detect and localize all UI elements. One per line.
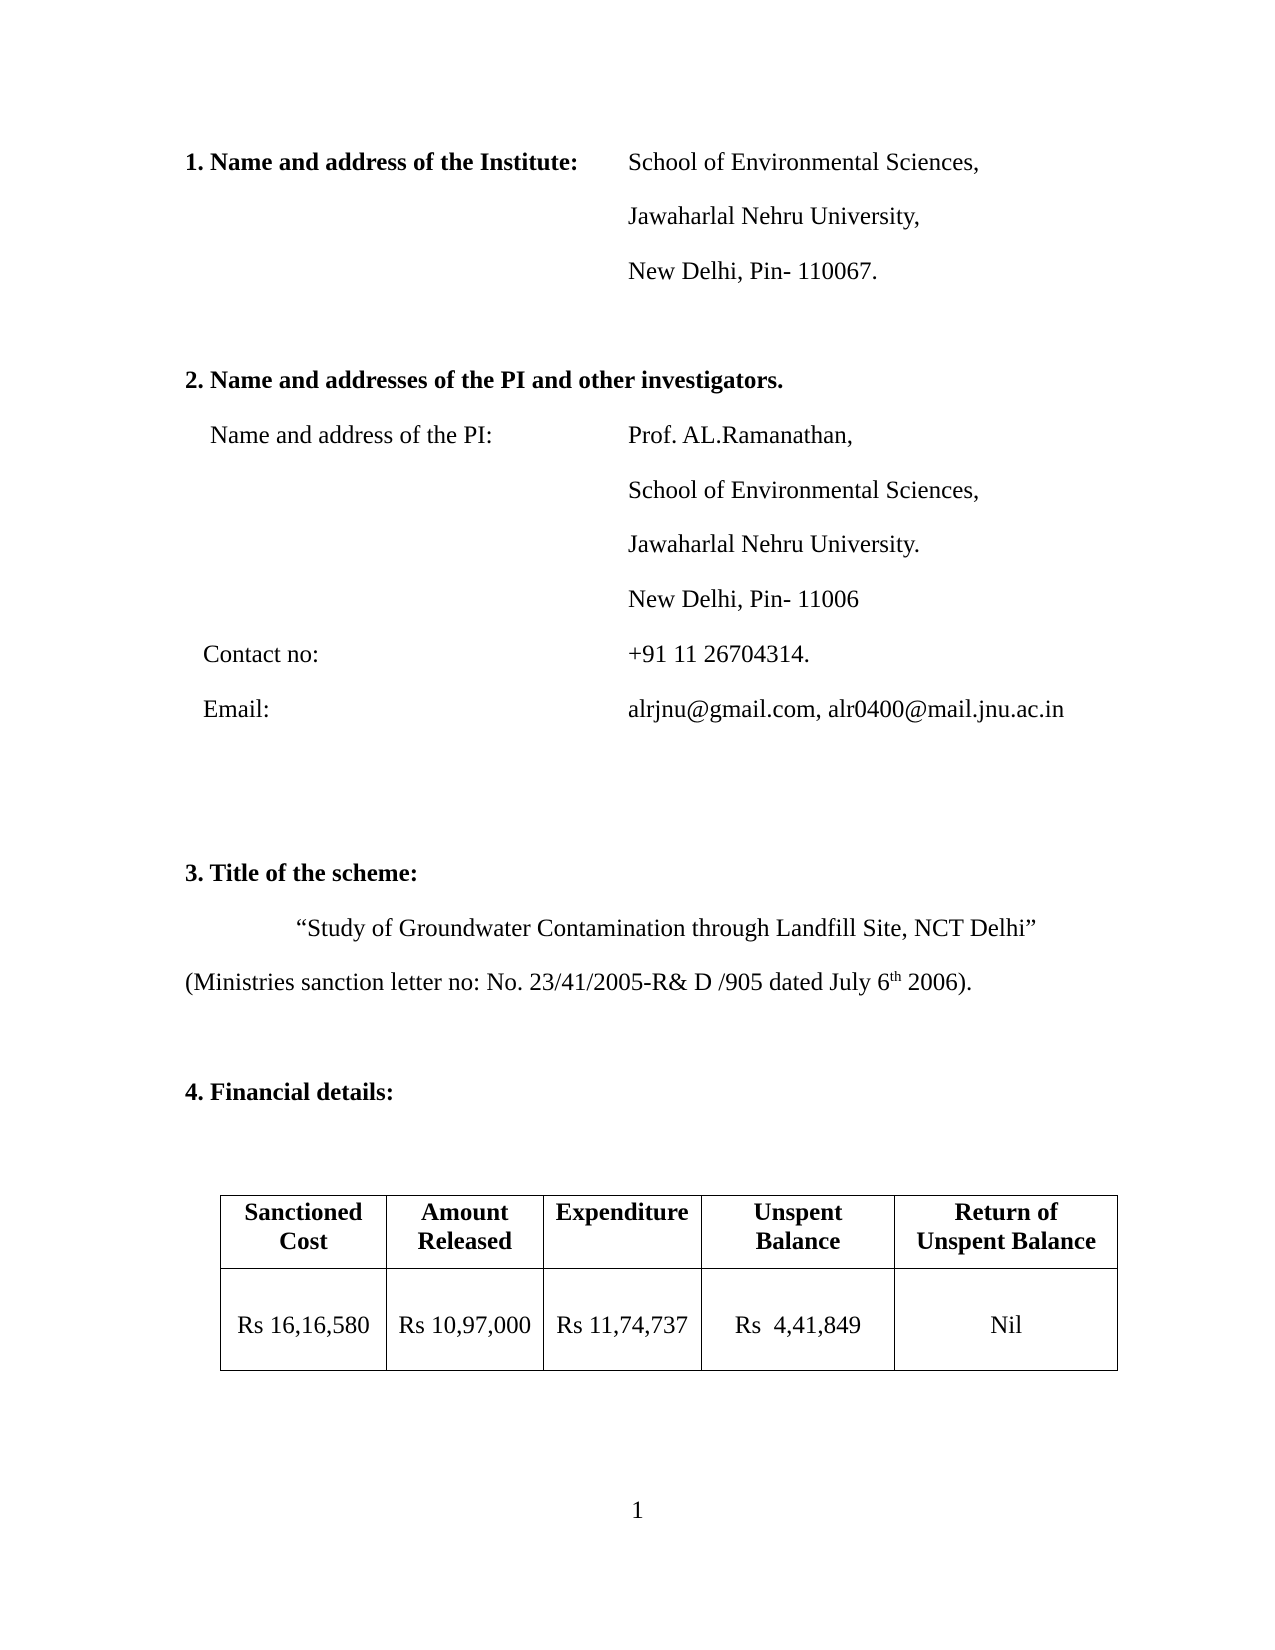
table-row (221, 1269, 1118, 1371)
header-return-unspent-balance (895, 1196, 1118, 1269)
scheme-title: “Study of Groundwater Contamination through Landfill Site, NCT Delhi” (296, 915, 1037, 942)
section4-heading: 4. Financial details: (185, 1079, 395, 1106)
pi-line-2: School of Environmental Sciences, (628, 477, 980, 504)
sanction-letter (185, 968, 972, 998)
email-label: Email: (203, 696, 270, 723)
pi-label: Name and address of the PI: (210, 422, 493, 449)
institute-address-line-3: New Delhi, Pin- 110067. (628, 258, 878, 285)
header-line: Sanctioned (244, 1199, 363, 1226)
section2-heading: 2. Name and addresses of the PI and other investigators. (185, 367, 784, 394)
page-number: 1 (631, 1497, 644, 1524)
header-sanctioned-cost (221, 1196, 387, 1269)
cell-amount-released: Rs 10,97,000 (386, 1269, 543, 1371)
header-line: Amount (421, 1199, 509, 1226)
header-line: Cost (279, 1228, 328, 1255)
cell-return-unspent-balance: Nil (895, 1269, 1118, 1371)
header-unspent-balance (701, 1196, 895, 1269)
header-expenditure (543, 1196, 701, 1269)
contact-value: +91 11 26704314. (628, 641, 810, 668)
email-value[interactable]: alrjnu@gmail.com, alr0400@mail.jnu.ac.in (628, 696, 1065, 723)
pi-line-4: New Delhi, Pin- 11006 (628, 586, 859, 613)
header-line: Return of (954, 1199, 1058, 1226)
header-line: Unspent Balance (916, 1228, 1097, 1255)
header-amount-released (386, 1196, 543, 1269)
sanction-suffix: 2006). (901, 969, 973, 996)
header-line: Released (417, 1228, 512, 1255)
sanction-prefix: (Ministries sanction letter no: No. 23/41/2005-R& D /905 dated July 6 (185, 969, 890, 996)
financial-table (220, 1195, 1118, 1371)
section3-heading: 3. Title of the scheme: (185, 860, 419, 887)
sanction-sup: th (889, 969, 902, 985)
cell-sanctioned-cost: Rs 16,16,580 (221, 1269, 387, 1371)
header-line: Unspent (753, 1199, 843, 1226)
table-header-row (221, 1196, 1118, 1269)
pi-line-3: Jawaharlal Nehru University. (628, 531, 921, 558)
section1-heading: 1. Name and address of the Institute: (185, 149, 579, 176)
cell-expenditure: Rs 11,74,737 (543, 1269, 701, 1371)
institute-address-line-1: School of Environmental Sciences, (628, 149, 980, 176)
pi-line-1: Prof. AL.Ramanathan, (628, 422, 853, 449)
cell-unspent-balance: Rs 4,41,849 (701, 1269, 895, 1371)
contact-label: Contact no: (203, 641, 319, 668)
header-line: Balance (755, 1228, 841, 1255)
header-line: Expenditure (555, 1199, 689, 1226)
institute-address-line-2: Jawaharlal Nehru University, (628, 203, 921, 230)
